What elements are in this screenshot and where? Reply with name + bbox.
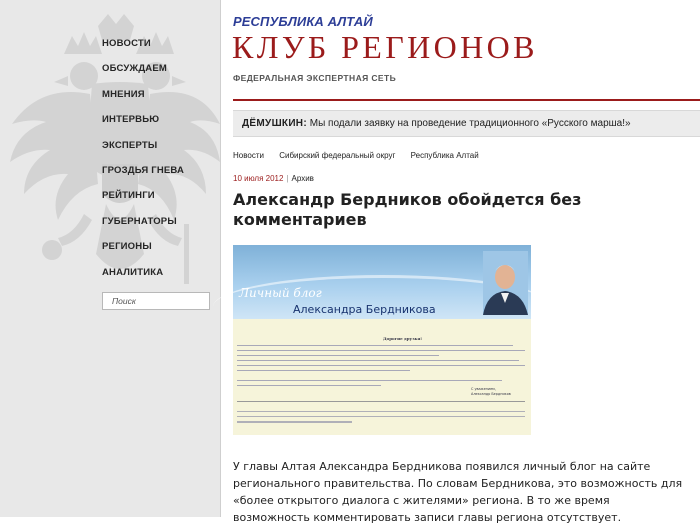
nav-item[interactable]: ИНТЕРВЬЮ: [102, 114, 160, 126]
article-date: 10 июля 2012: [233, 174, 284, 183]
nav-item[interactable]: РЕЙТИНГИ: [102, 190, 155, 202]
ticker-text[interactable]: Мы подали заявку на проведение традиционного «Русского марша!»: [309, 118, 631, 129]
site-logo-title[interactable]: КЛУБ РЕГИОНОВ: [232, 29, 538, 65]
nav-item[interactable]: ОБСУЖДАЕМ: [102, 63, 168, 75]
nav-item[interactable]: ГУБЕРНАТОРЫ: [102, 215, 177, 227]
letter-signature: С уважением, Александр Бердников: [471, 387, 511, 396]
article-body: У главы Алтая Александра Бердникова появился личный блог на сайте регионального правительства. По словам Бердникова, это возможность для «более открытого диалога с жителями» региона. В то же время возможность комментировать записи главы региона отсутствует.: [233, 460, 683, 524]
main-content: [222, 0, 700, 524]
blog-banner-script: Личный блог: [239, 286, 322, 300]
nav-item[interactable]: ЭКСПЕРТЫ: [102, 139, 158, 151]
letter-rule: [237, 401, 525, 402]
letter-footer-lines: [237, 411, 525, 427]
nav-item[interactable]: МНЕНИЯ: [102, 88, 145, 100]
nav-item[interactable]: ГРОЗДЬЯ ГНЕВА: [102, 164, 185, 176]
article-image[interactable]: [233, 245, 531, 435]
site-tagline: ФЕДЕРАЛЬНАЯ ЭКСПЕРТНАЯ СЕТЬ: [233, 73, 397, 83]
author-photo-icon: [483, 251, 528, 315]
main-nav: [102, 38, 184, 292]
article-meta: [233, 174, 314, 183]
archive-link[interactable]: Архив: [291, 174, 314, 183]
site-region[interactable]: РЕСПУБЛИКА АЛТАЙ: [233, 14, 373, 29]
search-input[interactable]: [102, 292, 210, 310]
letter-text-lines: [237, 345, 525, 390]
breadcrumb-item-news[interactable]: Новости: [233, 151, 264, 160]
nav-item[interactable]: РЕГИОНЫ: [102, 241, 152, 253]
article-title: Александр Бердников обойдется без комментариев: [233, 190, 582, 229]
sidebar: [0, 0, 221, 517]
header-divider: [233, 99, 700, 101]
meta-separator: |: [286, 174, 289, 183]
nav-item[interactable]: НОВОСТИ: [102, 38, 151, 49]
nav-item[interactable]: АНАЛИТИКА: [102, 266, 164, 278]
sidebar-divider: [220, 0, 221, 517]
breadcrumb-item-region[interactable]: Республика Алтай: [410, 151, 479, 160]
blog-banner-name: Александра Бердникова: [293, 303, 436, 316]
letter-title: Дорогие друзья!: [383, 336, 423, 341]
breadcrumb: [233, 151, 492, 160]
news-ticker[interactable]: [233, 110, 700, 137]
breadcrumb-item-district[interactable]: Сибирский федеральный округ: [279, 151, 396, 160]
ticker-name: ДЁМУШКИН:: [242, 118, 307, 129]
